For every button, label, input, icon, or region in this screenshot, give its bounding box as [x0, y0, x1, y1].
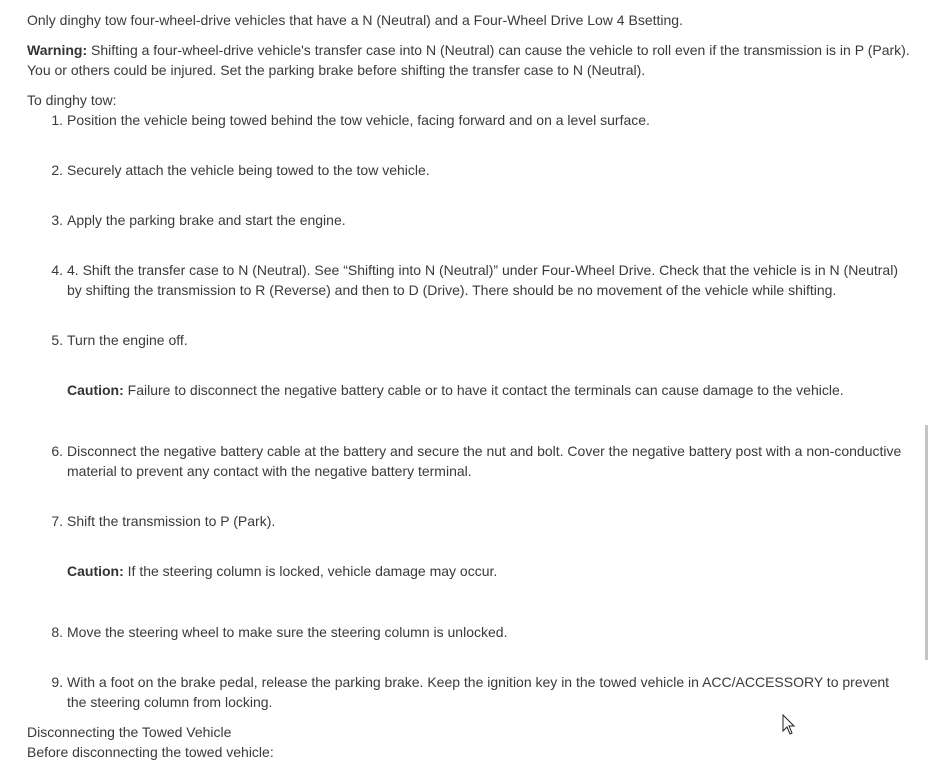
step-text: Apply the parking brake and start the engine.: [67, 212, 346, 228]
step-text: Move the steering wheel to make sure the steering column is unlocked.: [67, 624, 508, 640]
list-item: [27, 511, 912, 531]
step-number: 8.: [51, 624, 63, 640]
steps-list-final: [27, 622, 912, 712]
caution-text: If the steering column is locked, vehicle damage may occur.: [123, 563, 498, 579]
step-number: 6.: [51, 443, 63, 459]
step-text: Turn the engine off.: [67, 332, 188, 348]
warning-paragraph: [27, 40, 912, 80]
before-disconnecting-text: Before disconnecting the towed vehicle:: [27, 744, 274, 760]
caution-note: [27, 561, 912, 581]
step-number: 1.: [51, 112, 63, 128]
warning-text: Shifting a four-wheel-drive vehicle's transfer case into N (Neutral) can cause the vehicle to roll even if the transmission is in P (Park). You or others could be injured. Set the parking brake before shifting the transfer case to N (Neutral).: [27, 42, 910, 78]
step-number: 7.: [51, 513, 63, 529]
step-number: 2.: [51, 162, 63, 178]
list-item: [27, 441, 912, 481]
list-item: [27, 210, 912, 230]
warning-label: Warning:: [27, 42, 88, 58]
step-text: Position the vehicle being towed behind the tow vehicle, facing forward and on a level surface.: [67, 112, 650, 128]
step-text: 4. Shift the transfer case to N (Neutral). See “Shifting into N (Neutral)” under Four-Wheel Drive. Check that the vehicle is in N (Neutral) by shifting the transmission to R (Reverse) and then to D (Drive). There should be no movement of the vehicle while shifting.: [67, 262, 898, 298]
step-number: 5.: [51, 332, 63, 348]
step-text: Disconnect the negative battery cable at the battery and secure the nut and bolt. Cover the negative battery post with a non-conductive material to prevent any contact with the negative battery terminal.: [67, 443, 902, 479]
caution-label: Caution:: [67, 382, 124, 398]
list-item: [27, 160, 912, 180]
list-item: [27, 260, 912, 300]
list-item: [27, 110, 912, 130]
step-number: 9.: [51, 674, 63, 690]
step-text: Shift the transmission to P (Park).: [67, 513, 276, 529]
step-number: 3.: [51, 212, 63, 228]
caution-note: [27, 380, 912, 400]
document-content: [27, 0, 912, 762]
disconnecting-heading: Disconnecting the Towed Vehicle: [27, 724, 232, 740]
mouse-pointer-icon: [782, 714, 796, 736]
list-item: [27, 622, 912, 642]
step-text: With a foot on the brake pedal, release the parking brake. Keep the ignition key in the towed vehicle in ACC/ACCESSORY to prevent the steering column from locking.: [67, 674, 890, 710]
steps-list: [27, 110, 912, 350]
steps-list-continued: [27, 441, 912, 531]
list-item: [27, 330, 912, 350]
caution-text: Failure to disconnect the negative battery cable or to have it contact the terminals can cause damage to the vehicle.: [123, 382, 844, 398]
step-number: 4.: [51, 262, 63, 278]
caution-label: Caution:: [67, 563, 124, 579]
intro-paragraph: Only dinghy tow four-wheel-drive vehicles that have a N (Neutral) and a Four-Wheel Drive Low 4 Bsetting.: [27, 12, 683, 28]
list-item: [27, 672, 912, 712]
to-dinghy-tow-label: To dinghy tow:: [27, 92, 117, 108]
step-text: Securely attach the vehicle being towed to the tow vehicle.: [67, 162, 430, 178]
